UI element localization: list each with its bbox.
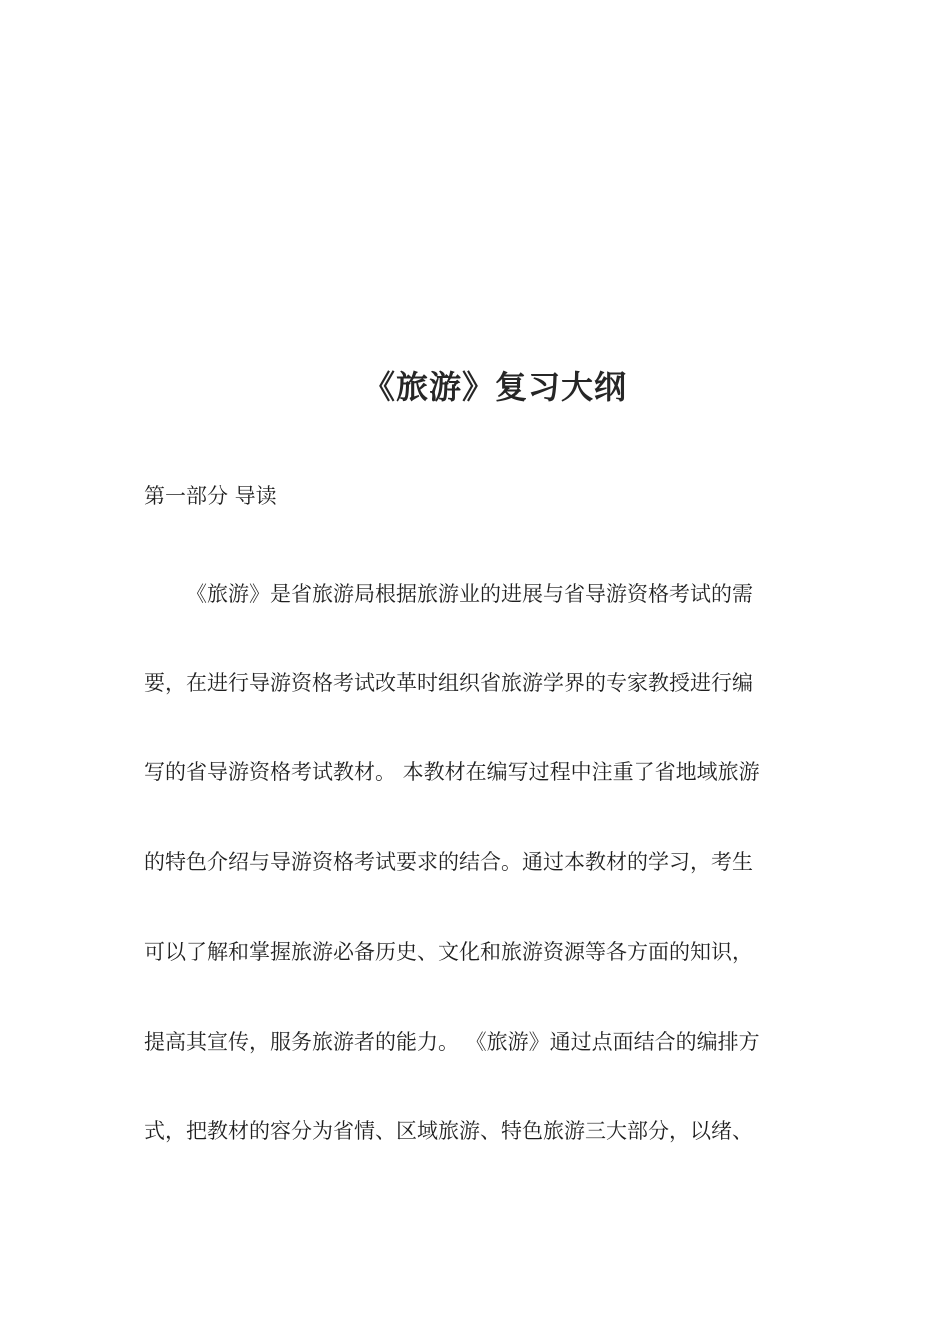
paragraph-line: 提高其宣传，服务旅游者的能力。 《旅游》通过点面结合的编排方 [144,1030,760,1054]
paragraph-line: 《旅游》是省旅游局根据旅游业的进展与省导游资格考试的需 [186,582,753,606]
paragraph-line: 的特色介绍与导游资格考试要求的结合。通过本教材的学习，考生 [144,850,753,874]
paragraph-line: 可以了解和掌握旅游必备历史、文化和旅游资源等各方面的知识， [144,940,753,964]
paragraph-line: 要，在进行导游资格考试改革时组织省旅游学界的专家教授进行编 [144,671,753,695]
section-heading: 第一部分 导读 [144,484,277,508]
paragraph-line: 写的省导游资格考试教材。 本教材在编写过程中注重了省地域旅游 [144,760,760,784]
document-title: 《旅游》复习大纲 [362,368,627,406]
paragraph-line: 式，把教材的容分为省情、区域旅游、特色旅游三大部分，以绪、 [144,1119,753,1143]
